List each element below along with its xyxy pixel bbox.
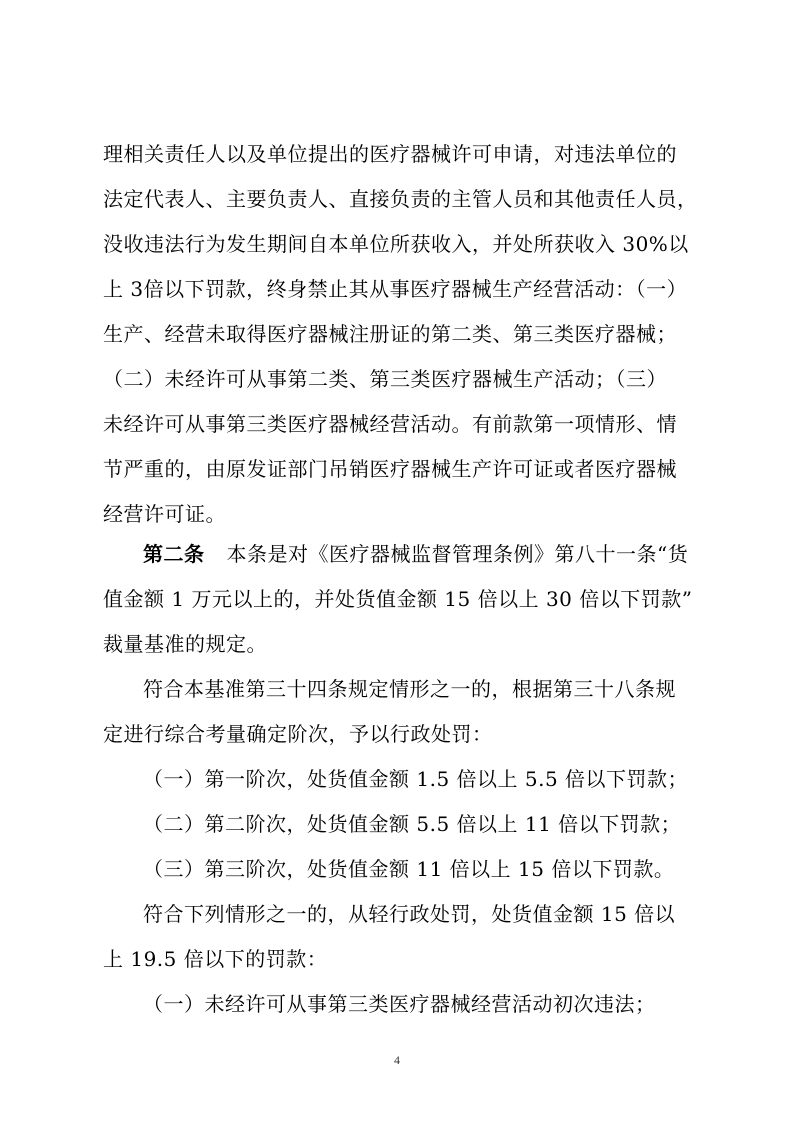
paragraph-line: 符合本基准第三十四条规定情形之一的，根据第三十八条规 — [143, 677, 676, 701]
body-line: 法定代表人、主要负责人、直接负责的主管人员和其他责任人员， — [103, 187, 698, 211]
article-text: 本条是对《医疗器械监督管理条例》第八十一条“货 — [226, 542, 689, 566]
tier-line: （三）第三阶次，处货值金额 11 倍以上 15 倍以下罚款。 — [143, 857, 675, 881]
body-line: 理相关责任人以及单位提出的医疗器械许可申请，对违法单位的 — [103, 142, 677, 166]
body-line: 没收违法行为发生期间自本单位所获收入，并处所获收入 30%以 — [103, 232, 689, 256]
tier-line: （二）第二阶次，处货值金额 5.5 倍以上 11 倍以下罚款； — [143, 812, 682, 836]
paragraph-line: 定进行综合考量确定阶次，予以行政处罚： — [103, 722, 493, 746]
article-line — [143, 540, 743, 568]
article-line: 值金额 1 万元以上的，并处货值金额 15 倍以上 30 倍以下罚款” — [103, 587, 693, 611]
body-line: 节严重的，由原发证部门吊销医疗器械生产许可证或者医疗器械 — [103, 457, 677, 481]
body-line: 生产、经营未取得医疗器械注册证的第二类、第三类医疗器械； — [103, 322, 677, 346]
article-heading: 第二条 — [143, 542, 205, 566]
paragraph-line: 上 19.5 倍以下的罚款： — [103, 947, 328, 971]
tier-line: （一）第一阶次，处货值金额 1.5 倍以上 5.5 倍以下罚款； — [143, 767, 689, 791]
page-number: 4 — [394, 1053, 400, 1067]
body-line: 未经许可从事第三类医疗器械经营活动。有前款第一项情形、情 — [103, 412, 677, 436]
body-line: 经营许可证。 — [103, 502, 226, 526]
paragraph-line: （一）未经许可从事第三类医疗器械经营活动初次违法； — [143, 992, 656, 1016]
article-line: 裁量基准的规定。 — [103, 632, 267, 656]
body-line: （二）未经许可从事第二类、第三类医疗器械生产活动；（三） — [103, 367, 667, 391]
paragraph-line: 符合下列情形之一的，从轻行政处罚，处货值金额 15 倍以 — [143, 902, 676, 926]
body-line: 上 3倍以下罚款，终身禁止其从事医疗器械生产经营活动：（一） — [103, 277, 688, 301]
